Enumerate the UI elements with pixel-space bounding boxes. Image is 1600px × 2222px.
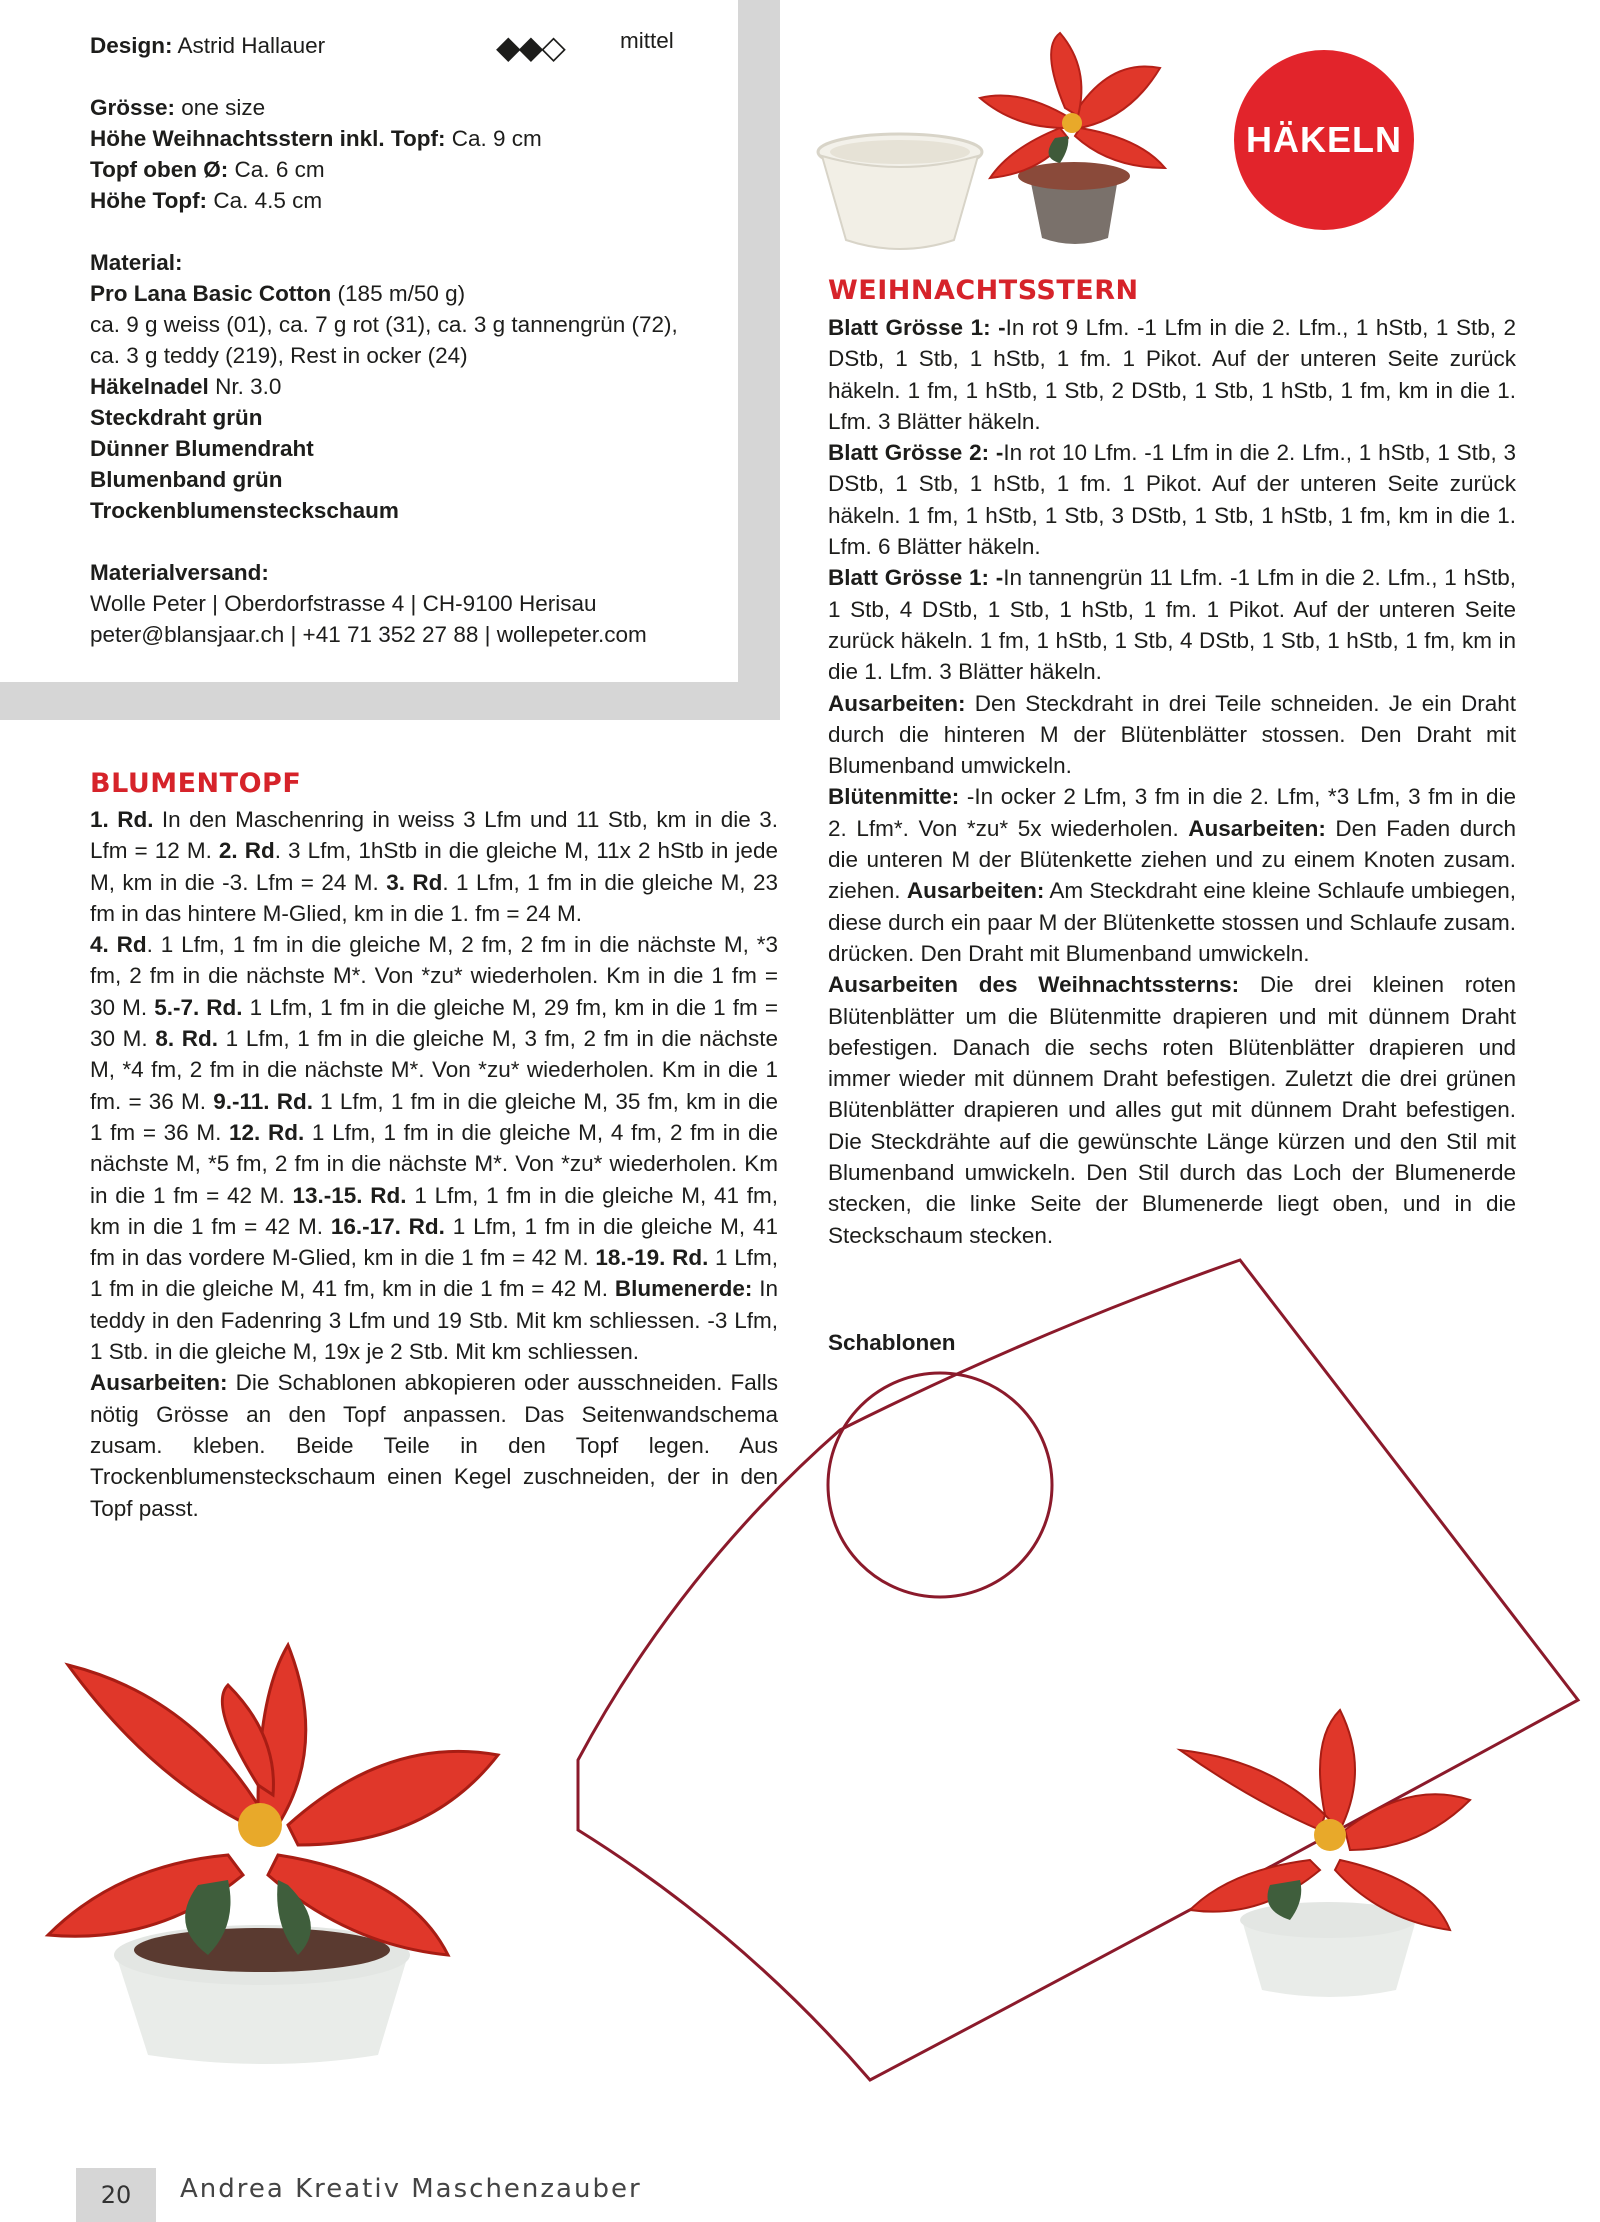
blumentopf-run-text-0: In den Maschenring in weiss 3 Lfm und 11 Stb, km in die 3. Lfm = 12 M. xyxy=(90,807,778,864)
height-star-line xyxy=(90,123,738,154)
blumentopf-run2-text-1: 1 Lfm, 1 fm in die gleiche M, 29 fm, km in die 1 fm = 30 M. xyxy=(90,994,778,1052)
blumentopf-run2-bold-8: Blumenerde: xyxy=(614,1276,753,1302)
size-value: one size xyxy=(175,95,266,120)
templates-label: Schablonen xyxy=(828,1330,956,1355)
base-template-circle xyxy=(828,1373,1052,1597)
blumentopf-run3-text-0: Die Schablonen abkopieren oder ausschneiden. Falls nötig Grösse an den Topf anpassen. Das Seitenwandschema zusam. kleben. Beide Teile in den Topf legen. Aus Trockenblumensteckschaum einen Kegel zuschneiden, der in den Topf passt. xyxy=(90,1370,778,1521)
blumentopf-run2-bold-2: 8. Rd. xyxy=(155,1026,218,1052)
blumentopf-run2-bold-7: 18.-19. Rd. xyxy=(595,1245,709,1271)
weihnachtsstern-run-5-text-0: Die drei kleinen roten Blütenblätter um die Blütenmitte drapieren und mit dünnem Draht befestigen. Danach die sechs roten Blütenblätter drapieren und immer wieder mit dünnem Draht befestigen. Zuletzt die drei grünen Blütenblätter drapieren und alles gut mit dünnem Draht befestigen. Die Steckdrähte auf die gewünschte Länge kürzen und den Stil mit Blumenband umwickeln. Den Stil durch das Loch der Blumenerde stecken, die linke Seite der Blumenerde liegt oben, und in die Steckschaum stecken. xyxy=(828,972,1516,1248)
blumentopf-run2-text-4: 1 Lfm, 1 fm in die gleiche M, 4 fm, 2 fm in die nächste M, *5 fm, 2 fm in die nächste M*. Von *zu* wiederholen. Km in die 1 fm = 42 M. xyxy=(90,1119,778,1208)
page-number: 20 xyxy=(76,2168,156,2222)
hook-line xyxy=(90,371,738,402)
blumentopf-run-bold-2: 3. Rd xyxy=(386,869,443,895)
size-line xyxy=(90,92,738,123)
blumentopf-run2-bold-4: 12. Rd. xyxy=(229,1119,305,1145)
blumentopf-run2-text-5: 1 Lfm, 1 fm in die gleiche M, 41 fm, km in die 1 fm = 42 M. xyxy=(90,1182,779,1239)
material-item-tape: Blumenband grün xyxy=(90,467,283,492)
weihnachtsstern-run-0-text-0: In rot 9 Lfm. -1 Lfm in die 2. Lfm., 1 hStb, 1 Stb, 2 DStb, 1 Stb, 1 hStb, 1 fm. 1 Pikot. Auf der unteren Seite zurück häkeln. 1 fm, 1 hStb, 1 Stb, 2 DStb, 1 Stb, 1 hStb, 1 fm, km in die 1. Lfm. 3 Blätter häkeln. xyxy=(828,315,1516,434)
weihnachtsstern-run-4-bold-0: Blütenmitte: xyxy=(828,784,960,810)
weihnachtsstern-run-4-bold-1: Ausarbeiten: xyxy=(1188,815,1326,841)
pot-height-value: Ca. 4.5 cm xyxy=(207,188,323,213)
weihnachtsstern-run-2-bold-0: Blatt Grösse 1: - xyxy=(828,565,1004,591)
poinsettia-large-photo xyxy=(28,1625,548,2065)
blumentopf-para-3 xyxy=(90,1367,778,1523)
blumentopf-run2-bold-3: 9.-11. Rd. xyxy=(213,1088,313,1114)
blumentopf-para-2 xyxy=(90,929,778,1367)
difficulty-rating-icon: ◆◆◇ xyxy=(496,29,564,65)
blumentopf-run-text-2: . 1 Lfm, 1 fm in die gleiche M, 23 fm in das hintere M-Glied, km in die 1. fm = 24 M. xyxy=(90,869,778,926)
blumentopf-run2-text-7: 1 Lfm, 1 fm in die gleiche M, 41 fm, km in die 1 fm = 42 M. xyxy=(90,1245,778,1302)
blumentopf-instructions xyxy=(90,804,778,1524)
material-label: Material: xyxy=(90,250,183,275)
weihnachtsstern-para-4 xyxy=(828,688,1516,782)
poinsettia-medium-photo xyxy=(1160,1690,1480,2010)
hook-label: Häkelnadel xyxy=(90,374,209,399)
weihnachtsstern-run-3-bold-0: Ausarbeiten: xyxy=(828,690,966,716)
size-label: Grösse: xyxy=(90,95,176,120)
weihnachtsstern-run-0-bold-0: Blatt Grösse 1: - xyxy=(828,315,1006,340)
blumentopf-run3-bold-0: Ausarbeiten: xyxy=(90,1370,228,1396)
info-box xyxy=(0,0,780,720)
blumentopf-run2-text-0: . 1 Lfm, 1 fm in die gleiche M, 2 fm, 2 fm in die nächste M, *3 fm, 2 fm in die nächste M*. Von *zu* wiederholen. Km in die 1 fm = 30 M. xyxy=(90,932,778,1020)
pot-top-value: Ca. 6 cm xyxy=(228,157,325,182)
weihnachtsstern-run-2-text-0: In tannengrün 11 Lfm. -1 Lfm in die 2. Lfm., 1 hStb, 1 Stb, 4 DStb, 1 Stb, 1 hStb, 1 fm. 1 Pikot. Auf der unteren Seite zurück häkeln. 1 fm, 1 hStb, 1 Stb, 4 DStb, 1 Stb, 1 hStb, 1 fm, km in die 1. Lfm. 3 Blätter häkeln. xyxy=(828,565,1517,685)
weihnachtsstern-run-1-text-0: In rot 10 Lfm. -1 Lfm in die 2. Lfm., 1 hStb, 1 Stb, 3 DStb, 1 Stb, 1 hStb, 1 fm. 1 Pikot. Auf der unteren Seite zurück häkeln. 1 fm, 1 hStb, 1 Stb, 3 DStb, 1 Stb, 1 hStb, 1 fm, km in die 1. Lfm. 6 Blätter häkeln. xyxy=(828,440,1516,560)
height-star-label: Höhe Weihnachtsstern inkl. Topf: xyxy=(90,126,446,151)
blumentopf-heading: BLUMENTOPF xyxy=(90,768,302,799)
weihnachtsstern-para-3 xyxy=(828,562,1516,687)
weihnachtsstern-run-3-text-0: Den Steckdraht in drei Teile schneiden. Je ein Draht durch die hinteren M der Blütenblätter stossen. Den Draht mit Blumenband umwickeln. xyxy=(828,690,1516,779)
weihnachtsstern-run-4-text-2: Am Steckdraht eine kleine Schlaufe umbiegen, diese durch ein paar M der Blütenkette stossen und Schlaufe zusam. drücken. Den Draht mit Blumenband umwickeln. xyxy=(828,878,1516,966)
pot-height-label: Höhe Topf: xyxy=(90,188,208,213)
weihnachtsstern-run-4-bold-2: Ausarbeiten: xyxy=(906,878,1045,904)
material-item-wire: Steckdraht grün xyxy=(90,405,263,430)
shipping-address: Wolle Peter | Oberdorfstrasse 4 | CH-9100 Herisau xyxy=(90,591,597,616)
yarn-spec: (185 m/50 g) xyxy=(331,281,466,306)
blumentopf-run-bold-0: 1. Rd. xyxy=(90,807,154,832)
poinsettia-small-photo xyxy=(960,28,1180,258)
blumentopf-run2-bold-0: 4. Rd xyxy=(90,932,147,958)
weihnachtsstern-run-4-text-0: -In ocker 2 Lfm, 3 fm in die 2. Lfm, *3 Lfm, 3 fm in die 2. Lfm*. Von *zu* 5x wiederholen. xyxy=(828,784,1516,841)
magazine-title: Andrea Kreativ Maschenzauber xyxy=(180,2174,642,2204)
pot-top-line xyxy=(90,154,738,185)
weihnachtsstern-para-5 xyxy=(828,781,1516,969)
blumentopf-run2-bold-1: 5.-7. Rd. xyxy=(154,994,243,1020)
shipping-label: Materialversand: xyxy=(90,560,269,585)
weihnachtsstern-para-6 xyxy=(828,969,1516,1251)
design-value: Astrid Hallauer xyxy=(172,33,326,58)
blumentopf-run2-text-2: 1 Lfm, 1 fm in die gleiche M, 3 fm, 2 fm in die nächste M, *4 fm, 2 fm in die nächste M*. Von *zu* wiederholen. Km in die 1 fm. = 36 M. xyxy=(90,1026,778,1114)
material-item-thin-wire: Dünner Blumendraht xyxy=(90,436,314,461)
yarn-colors-line-2: ca. 3 g teddy (219), Rest in ocker (24) xyxy=(90,343,468,368)
yarn-name: Pro Lana Basic Cotton xyxy=(90,281,332,306)
weihnachtsstern-para-2 xyxy=(828,437,1516,562)
weihnachtsstern-run-5-bold-0: Ausarbeiten des Weihnachtssterns: xyxy=(828,972,1240,998)
blumentopf-run2-bold-5: 13.-15. Rd. xyxy=(292,1182,407,1208)
weihnachtsstern-run-1-bold-0: Blatt Grösse 2: - xyxy=(828,440,1004,466)
weihnachtsstern-run-4-text-1: Den Faden durch die unteren M der Blütenkette ziehen und zu einem Knoten zusam. ziehen. xyxy=(828,815,1516,904)
weihnachtsstern-para-1 xyxy=(828,312,1516,437)
blumentopf-run-bold-1: 2. Rd xyxy=(218,838,275,864)
hook-value: Nr. 3.0 xyxy=(208,374,282,399)
crochet-badge: HÄKELN xyxy=(1234,50,1414,230)
blumentopf-run2-bold-6: 16.-17. Rd. xyxy=(330,1213,445,1239)
pot-height-line xyxy=(90,185,738,216)
material-item-foam: Trockenblumensteckschaum xyxy=(90,498,399,523)
info-panel xyxy=(0,0,738,682)
difficulty-label: mittel xyxy=(620,28,674,53)
height-star-value: Ca. 9 cm xyxy=(445,126,542,151)
yarn-line xyxy=(90,278,738,309)
pot-top-label: Topf oben Ø: xyxy=(90,157,229,182)
weihnachtsstern-instructions xyxy=(828,312,1516,1251)
shipping-contact: peter@blansjaar.ch | +41 71 352 27 88 | wollepeter.com xyxy=(90,622,647,647)
weihnachtsstern-heading: WEIHNACHTSSTERN xyxy=(828,275,1139,306)
blumentopf-run2-text-8: In teddy in den Fadenring 3 Lfm und 19 Stb. Mit km schliessen. -3 Lfm, 1 Stb. in die gleiche M, 19x je 2 Stb. Mit km schliessen. xyxy=(90,1276,778,1365)
blumentopf-run2-text-3: 1 Lfm, 1 fm in die gleiche M, 35 fm, km in die 1 fm = 36 M. xyxy=(90,1088,778,1145)
yarn-colors-line-1: ca. 9 g weiss (01), ca. 7 g rot (31), ca. 3 g tannengrün (72), xyxy=(90,312,678,337)
blumentopf-run2-text-6: 1 Lfm, 1 fm in die gleiche M, 41 fm in das vordere M-Glied, km in die 1 fm = 42 M. xyxy=(90,1213,779,1271)
design-label: Design: xyxy=(90,33,173,58)
blumentopf-para-1 xyxy=(90,804,778,929)
blumentopf-run-text-1: . 3 Lfm, 1hStb in die gleiche M, 11x 2 hStb in jede M, km in die -3. Lfm = 24 M. xyxy=(90,838,778,895)
